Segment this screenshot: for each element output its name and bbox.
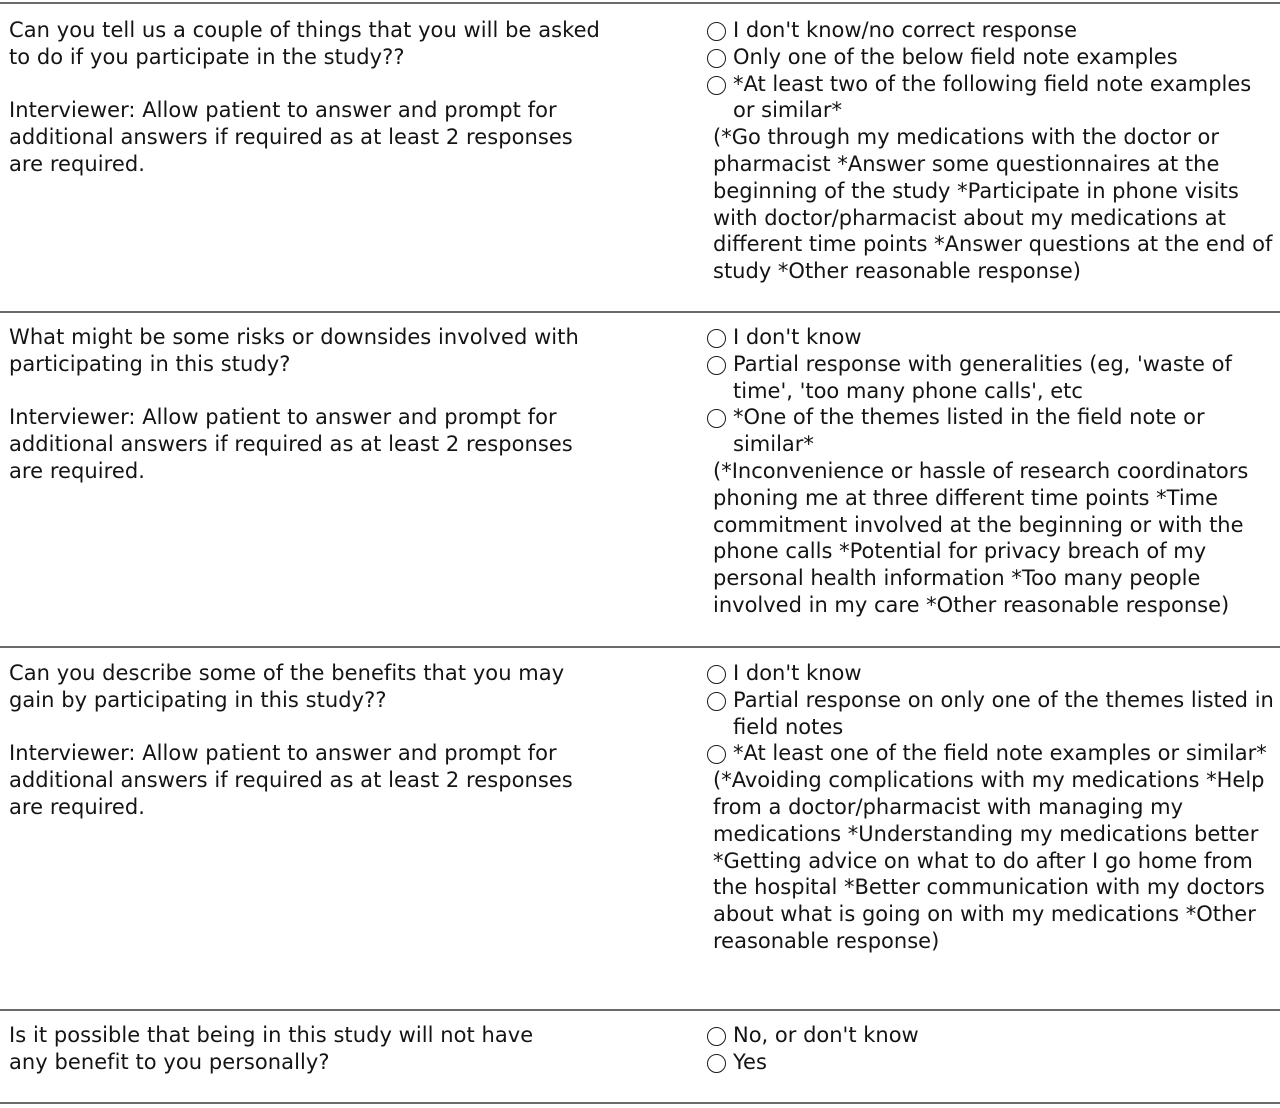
option-label: I don't know	[733, 325, 862, 349]
answer-options	[707, 324, 1277, 619]
answer-options	[707, 17, 1277, 285]
option-label: *One of the themes listed in the field note or similar*	[733, 405, 1205, 457]
radio-button[interactable]	[707, 745, 726, 764]
section-divider	[0, 1009, 1280, 1011]
interviewer-instruction: Interviewer: Allow patient to answer and prompt for additional answers if required as at least 2 responses are required.	[9, 741, 573, 819]
section-divider	[0, 311, 1280, 313]
radio-button[interactable]	[707, 356, 726, 375]
question-text: What might be some risks or downsides involved with participating in this study?	[9, 325, 579, 376]
radio-button[interactable]	[707, 1054, 726, 1073]
answer-option[interactable]	[707, 1022, 1277, 1049]
option-label: I don't know	[733, 661, 862, 685]
answer-option[interactable]	[707, 687, 1277, 741]
answer-option[interactable]	[707, 44, 1277, 71]
answer-options	[707, 660, 1277, 955]
question-text: Can you tell us a couple of things that you will be asked to do if you participate in the study??	[9, 18, 600, 69]
radio-button[interactable]	[707, 1027, 726, 1046]
option-label: Yes	[733, 1049, 767, 1074]
answer-option[interactable]	[707, 17, 1277, 44]
radio-button[interactable]	[707, 49, 726, 68]
radio-button[interactable]	[707, 76, 726, 95]
radio-button[interactable]	[707, 22, 726, 41]
option-label: *At least one of the field note examples or similar*	[733, 741, 1267, 766]
interviewer-instruction: Interviewer: Allow patient to answer and prompt for additional answers if required as at least 2 responses are required.	[9, 405, 573, 483]
answer-option[interactable]	[707, 71, 1277, 125]
radio-button[interactable]	[707, 665, 726, 684]
question-text: Is it possible that being in this study will not have any benefit to you personally?	[9, 1023, 534, 1074]
field-note: (*Avoiding complications with my medications *Help from a doctor/pharmacist with managing my medications *Understanding my medications better *Getting advice on what to do after I go home from the hospital *Better communication with my doctors about what is going on with my medications *Other reasonable response)	[713, 768, 1265, 953]
question-cell	[9, 324, 609, 485]
option-label: No, or don't know	[733, 1023, 919, 1047]
bottom-divider	[0, 1102, 1280, 1104]
option-label: Only one of the below field note examples	[733, 44, 1178, 69]
answer-option[interactable]	[707, 1049, 1277, 1076]
option-label: Partial response with generalities (eg, 'waste of time', 'too many phone calls', etc	[733, 351, 1232, 403]
top-divider	[0, 2, 1280, 4]
answer-option[interactable]	[707, 351, 1277, 405]
question-cell	[9, 1022, 554, 1076]
option-label: *At least two of the following field note examples or similar*	[733, 71, 1252, 123]
field-note: (*Inconvenience or hassle of research coordinators phoning me at three different time points *Time commitment involved at the beginning or with the phone calls *Potential for privacy breach of my personal health information *Too many people involved in my care *Other reasonable response)	[713, 458, 1249, 617]
radio-button[interactable]	[707, 409, 726, 428]
question-text: Can you describe some of the benefits that you may gain by participating in this study??	[9, 661, 565, 712]
option-label: Partial response on only one of the themes listed in field notes	[733, 687, 1274, 739]
field-note: (*Go through my medications with the doctor or pharmacist *Answer some questionnaires at the beginning of the study *Participate in phone visits with doctor/pharmacist about my medications at different time points *Answer questions at the end of study *Other reasonable response)	[713, 125, 1273, 284]
answer-options	[707, 1022, 1277, 1076]
answer-option[interactable]	[707, 404, 1277, 458]
question-cell	[9, 17, 609, 178]
answer-option[interactable]	[707, 660, 1277, 687]
interviewer-instruction: Interviewer: Allow patient to answer and prompt for additional answers if required as at least 2 responses are required.	[9, 98, 573, 176]
option-label: I don't know/no correct response	[733, 18, 1078, 42]
radio-button[interactable]	[707, 692, 726, 711]
answer-option[interactable]	[707, 324, 1277, 351]
answer-option[interactable]	[707, 740, 1277, 767]
question-cell	[9, 660, 609, 821]
radio-button[interactable]	[707, 329, 726, 348]
section-divider	[0, 646, 1280, 648]
